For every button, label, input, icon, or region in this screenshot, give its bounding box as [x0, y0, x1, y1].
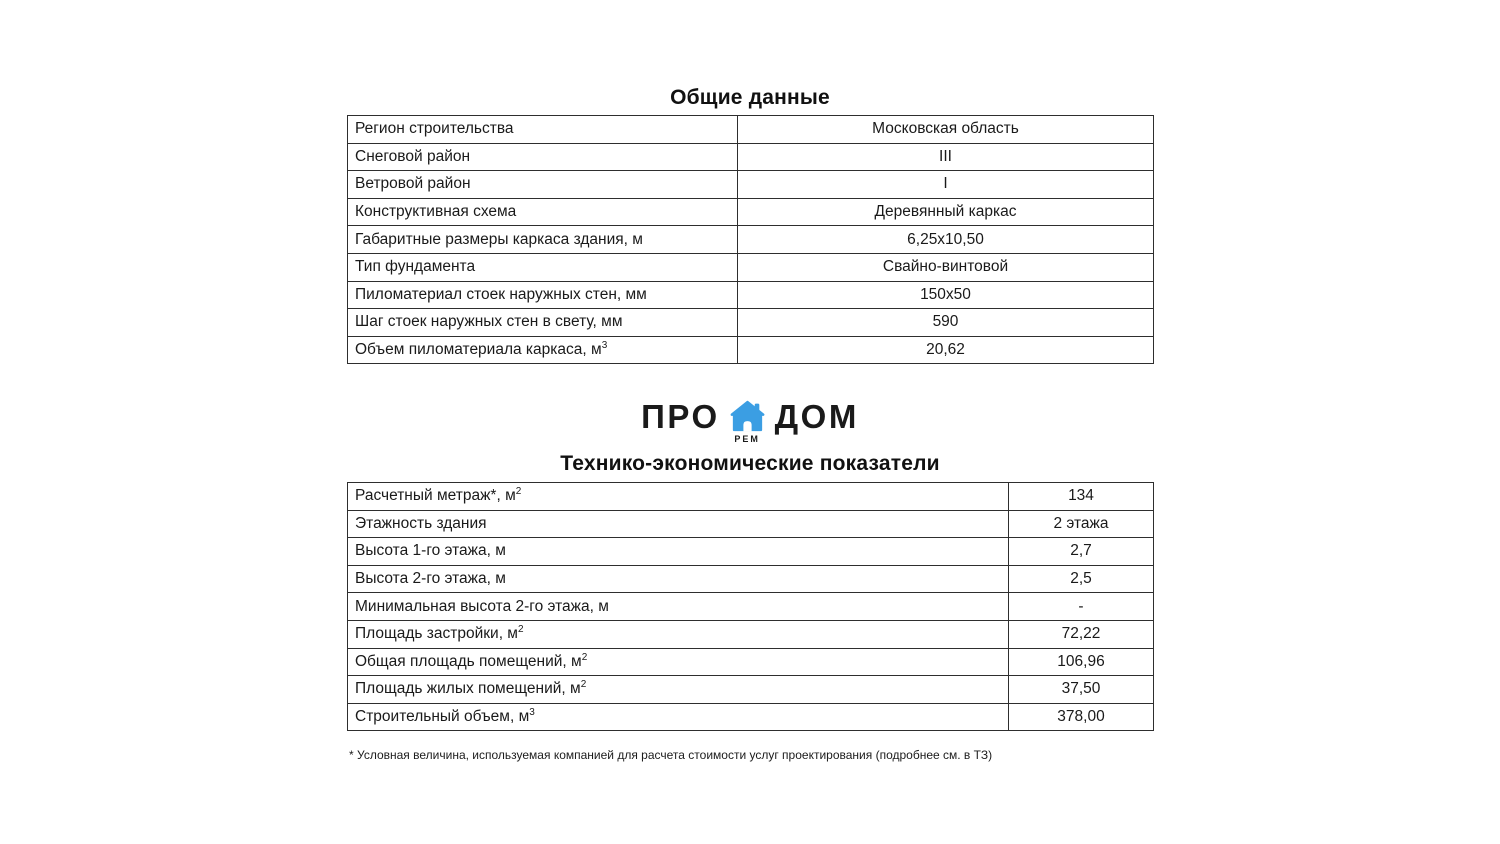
row-value: -: [1009, 593, 1154, 621]
unit-superscript: 3: [529, 706, 535, 718]
row-label: Габаритные размеры каркаса здания, м: [348, 226, 738, 254]
table-row: [348, 116, 1154, 144]
row-label: Пиломатериал стоек наружных стен, мм: [348, 281, 738, 309]
table-row: [348, 483, 1154, 511]
logo-word-dom: ДОМ: [774, 398, 859, 435]
row-label: Площадь жилых помещений, $м^2$: [348, 676, 1009, 704]
row-value: 72,22: [1009, 620, 1154, 648]
row-value: 378,00: [1009, 703, 1154, 731]
row-value: 2,5: [1009, 565, 1154, 593]
row-label: Строительный объем, $м^3$: [348, 703, 1009, 731]
row-label: Регион строительства: [348, 116, 738, 144]
tech-indicators-table: [347, 482, 1154, 731]
table-row: [348, 336, 1154, 364]
row-label: Конструктивная схема: [348, 198, 738, 226]
house-icon: [729, 398, 766, 435]
table-row: [348, 703, 1154, 731]
row-label: Шаг стоек наружных стен в свету, мм: [348, 309, 738, 337]
logo-sub-label: РЕМ: [734, 434, 760, 444]
row-value: Московская область: [738, 116, 1154, 144]
row-value: 106,96: [1009, 648, 1154, 676]
unit-superscript: 2: [581, 651, 588, 663]
row-value: 2,7: [1009, 538, 1154, 566]
row-value: 134: [1009, 483, 1154, 511]
row-value: I: [738, 171, 1154, 199]
table-row: [348, 620, 1154, 648]
general-data-table-body: [348, 116, 1154, 364]
row-value: 20,62: [738, 336, 1154, 364]
row-label: Минимальная высота 2-го этажа, м: [348, 593, 1009, 621]
row-value: 37,50: [1009, 676, 1154, 704]
row-label: Площадь застройки, $м^2$: [348, 620, 1009, 648]
unit-superscript: 2: [515, 486, 522, 498]
table-row: [348, 253, 1154, 281]
table-row: [348, 198, 1154, 226]
row-value: 150х50: [738, 281, 1154, 309]
row-value: Деревянный каркас: [738, 198, 1154, 226]
row-value: Свайно-винтовой: [738, 253, 1154, 281]
general-data-table: [347, 115, 1154, 364]
row-label: Высота 1-го этажа, м: [348, 538, 1009, 566]
tech-indicators-table-body: [348, 483, 1154, 731]
table-row: [348, 593, 1154, 621]
row-value: 6,25х10,50: [738, 226, 1154, 254]
table-row: [348, 648, 1154, 676]
logo-house-block: [729, 398, 766, 444]
row-label: Ветровой район: [348, 171, 738, 199]
logo-word-pro: ПРО: [641, 398, 720, 435]
table-row: [348, 676, 1154, 704]
unit-superscript: 2: [580, 679, 587, 691]
row-label: Тип фундамента: [348, 253, 738, 281]
row-label: Снеговой район: [348, 143, 738, 171]
table-row: [348, 281, 1154, 309]
row-label: Объем пиломатериала каркаса, $м^3$: [348, 336, 738, 364]
row-label: Расчетный метраж*, $м^2$: [348, 483, 1009, 511]
row-label: Этажность здания: [348, 510, 1009, 538]
row-value: III: [738, 143, 1154, 171]
unit-superscript: 2: [517, 624, 524, 636]
table-row: [348, 143, 1154, 171]
row-label: Высота 2-го этажа, м: [348, 565, 1009, 593]
row-value: 2 этажа: [1009, 510, 1154, 538]
table-row: [348, 171, 1154, 199]
footnote: * Условная величина, используемая компанией для расчета стоимости услуг проектирования (подробнее см. в ТЗ): [349, 748, 993, 762]
row-label: Общая площадь помещений, $м^2$: [348, 648, 1009, 676]
prodom-logo: [347, 396, 1153, 444]
table-row: [348, 538, 1154, 566]
tech-indicators-title: Технико-экономические показатели: [560, 452, 940, 475]
unit-superscript: 3: [601, 339, 608, 351]
table-row: [348, 510, 1154, 538]
table-row: [348, 309, 1154, 337]
row-value: 590: [738, 309, 1154, 337]
table-row: [348, 226, 1154, 254]
table-row: [348, 565, 1154, 593]
general-data-title: Общие данные: [670, 86, 830, 109]
